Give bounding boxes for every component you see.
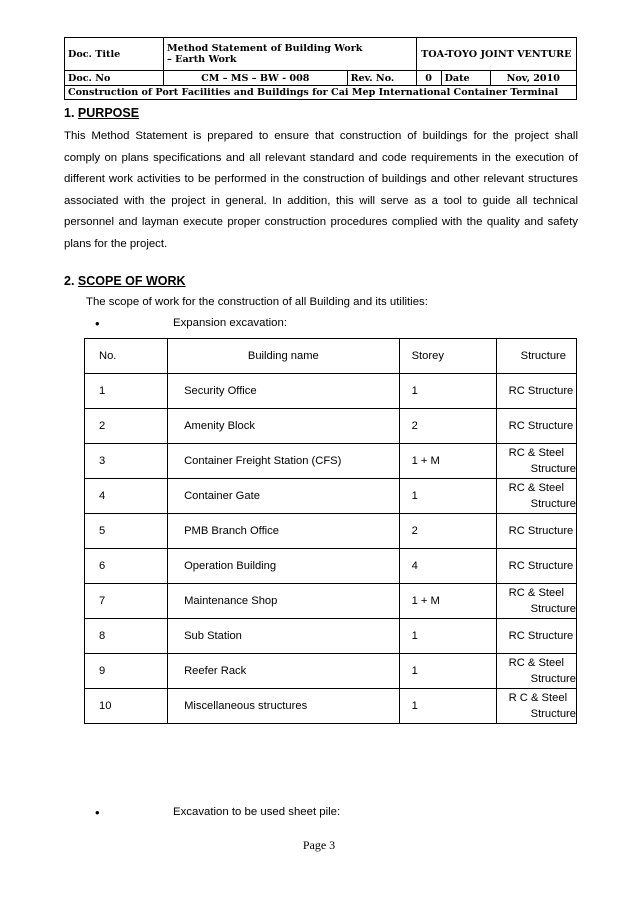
cell-no: 3 <box>85 444 168 479</box>
table-row <box>85 409 577 444</box>
cell-storey: 2 <box>399 409 496 444</box>
project-name: Construction of Port Facilities and Buildings for Cai Mep International Container Terminal <box>65 86 577 100</box>
purpose-paragraph: This Method Statement is prepared to ensure that construction of buildings for the project shall comply on plans specifications and all relevant standard and code requirements in the execution of different work activities to be performed in the construction of buildings and other relevant structures associated with the project in general. In addition, this will serve as a tool to guide all technical personnel and layman execute proper construction procedures complied with the quality and safety plans for the project. <box>64 130 578 250</box>
doc-title-value <box>164 38 417 71</box>
rev-label: Rev. No. <box>347 71 416 86</box>
doc-title-line2: – Earth Work <box>167 54 237 65</box>
cell-no: 8 <box>85 619 168 654</box>
bullet-icon: • <box>95 805 100 820</box>
cell-storey: 1 <box>399 654 496 689</box>
doc-no-label: Doc. No <box>65 71 164 86</box>
doc-title-line1: Method Statement of Building Work <box>167 43 363 54</box>
cell-structure <box>496 654 576 689</box>
col-header-no: No. <box>85 339 168 374</box>
structure-line1: RC & Steel <box>508 657 564 669</box>
cell-no: 1 <box>85 374 168 409</box>
cell-building-name: Maintenance Shop <box>168 584 400 619</box>
structure-line2: Structure <box>530 463 576 475</box>
date-value: Nov, 2010 <box>490 71 576 86</box>
cell-building-name: Operation Building <box>168 549 400 584</box>
cell-storey: 4 <box>399 549 496 584</box>
cell-structure: RC Structure <box>496 619 576 654</box>
cell-no: 7 <box>85 584 168 619</box>
structure-line2: Structure <box>530 498 576 510</box>
cell-no: 10 <box>85 689 168 724</box>
bullet-icon: • <box>95 316 100 331</box>
page-number: Page 3 <box>302 838 336 852</box>
purpose-title: PURPOSE <box>77 106 140 120</box>
doc-no-value: CM – MS – BW - 008 <box>164 71 348 86</box>
structure-line1: R C & Steel <box>508 692 568 704</box>
cell-structure <box>496 584 576 619</box>
table-header-row <box>85 339 577 374</box>
rev-value: 0 <box>416 71 441 86</box>
cell-building-name: Container Freight Station (CFS) <box>168 444 400 479</box>
structure-line1: RC & Steel <box>508 587 564 599</box>
table-row <box>85 549 577 584</box>
cell-no: 4 <box>85 479 168 514</box>
cell-building-name: Reefer Rack <box>168 654 400 689</box>
table-row <box>85 619 577 654</box>
cell-storey: 1 <box>399 689 496 724</box>
cell-storey: 1 <box>399 479 496 514</box>
scope-intro: The scope of work for the construction of all Building and its utilities: <box>86 296 428 308</box>
cell-storey: 1 + M <box>399 584 496 619</box>
table-row <box>85 584 577 619</box>
cell-structure <box>496 479 576 514</box>
cell-building-name: Amenity Block <box>168 409 400 444</box>
cell-storey: 2 <box>399 514 496 549</box>
cell-storey: 1 <box>399 619 496 654</box>
bullet-expansion-text: Expansion excavation: <box>173 317 287 329</box>
structure-line2: Structure <box>530 708 576 720</box>
cell-building-name: Security Office <box>168 374 400 409</box>
col-header-structure: Structure <box>496 339 576 374</box>
table-row <box>85 444 577 479</box>
structure-line2: Structure <box>530 603 576 615</box>
structure-line1: RC & Steel <box>508 447 564 459</box>
cell-no: 5 <box>85 514 168 549</box>
doc-title-label: Doc. Title <box>65 38 164 71</box>
cell-structure: RC Structure <box>496 514 576 549</box>
cell-structure: RC Structure <box>496 549 576 584</box>
purpose-heading <box>64 106 139 120</box>
cell-building-name: Sub Station <box>168 619 400 654</box>
cell-building-name: Miscellaneous structures <box>168 689 400 724</box>
cell-no: 6 <box>85 549 168 584</box>
building-table <box>84 338 577 724</box>
scope-heading <box>64 274 186 288</box>
cell-no: 9 <box>85 654 168 689</box>
col-header-building-name: Building name <box>168 339 400 374</box>
table-row <box>85 479 577 514</box>
purpose-number: 1. <box>64 106 75 120</box>
table-row <box>85 654 577 689</box>
cell-storey: 1 <box>399 374 496 409</box>
cell-structure: RC Structure <box>496 374 576 409</box>
scope-title: SCOPE OF WORK <box>77 274 186 288</box>
table-row <box>85 689 577 724</box>
cell-structure: RC Structure <box>496 409 576 444</box>
structure-line2: Structure <box>530 673 576 685</box>
col-header-storey: Storey <box>399 339 496 374</box>
structure-line1: RC & Steel <box>508 482 564 494</box>
company-name: TOA-TOYO JOINT VENTURE <box>416 38 576 71</box>
document-header-table <box>64 37 577 100</box>
table-row <box>85 514 577 549</box>
date-label: Date <box>441 71 490 86</box>
scope-number: 2. <box>64 274 75 288</box>
bullet-sheet-pile-text: Excavation to be used sheet pile: <box>173 806 341 818</box>
cell-no: 2 <box>85 409 168 444</box>
cell-building-name: Container Gate <box>168 479 400 514</box>
cell-structure <box>496 689 576 724</box>
cell-building-name: PMB Branch Office <box>168 514 400 549</box>
cell-structure <box>496 444 576 479</box>
cell-storey: 1 + M <box>399 444 496 479</box>
table-row <box>85 374 577 409</box>
